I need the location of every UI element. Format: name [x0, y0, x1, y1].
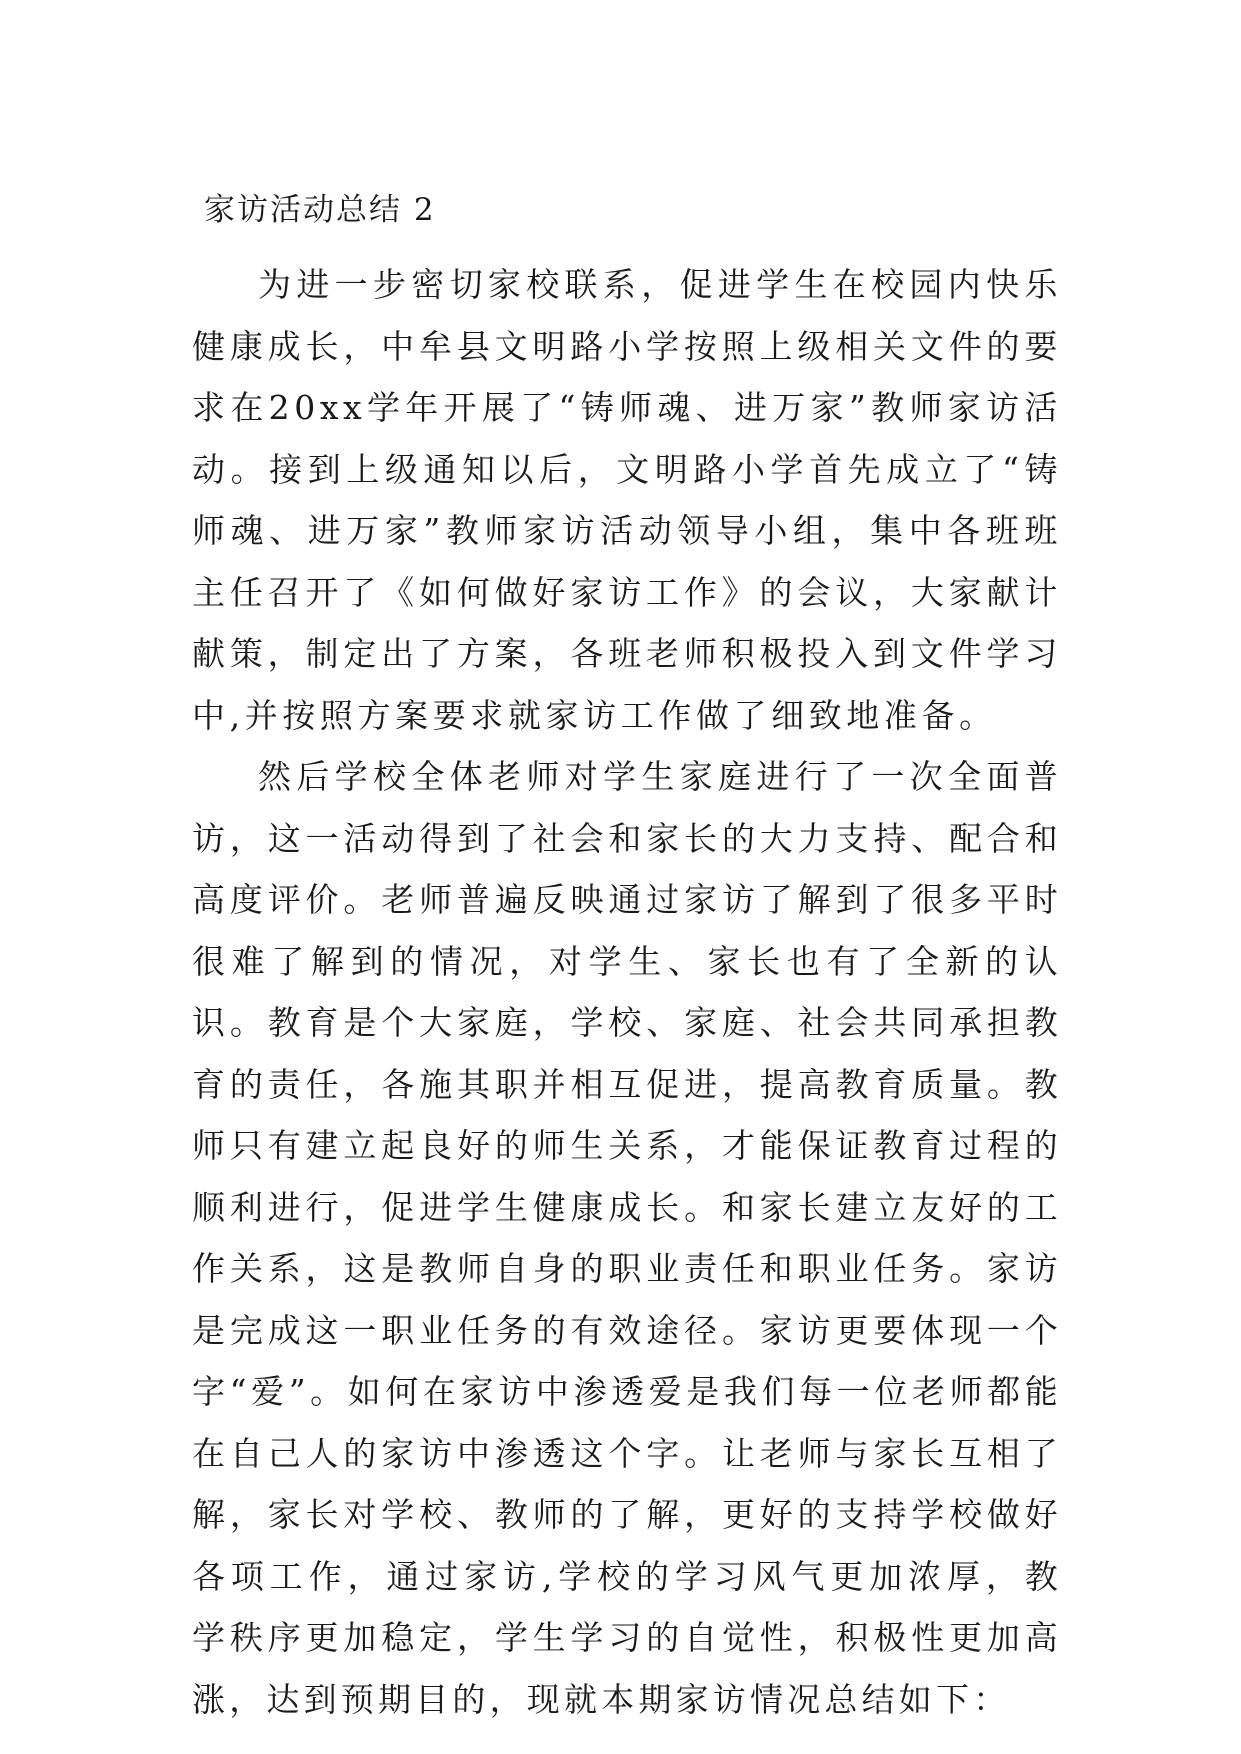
- document-body: [192, 254, 1062, 1730]
- paragraph-2: 然后学校全体老师对学生家庭进行了一次全面普访，这一活动得到了社会和家长的大力支持、配合和高度评价。老师普遍反映通过家访了解到了很多平时很难了解到的情况，对学生、家长也有了全新的认识。教育是个大家庭，学校、家庭、社会共同承担教育的责任，各施其职并相互促进，提高教育质量。教师只有建立起良好的师生关系，才能保证教育过程的顺利进行，促进学生健康成长。和家长建立友好的工作关系，这是教师自身的职业责任和职业任务。家访是完成这一职业任务的有效途径。家访更要体现一个字“爱”。如何在家访中渗透爱是我们每一位老师都能在自己人的家访中渗透这个字。让老师与家长互相了解，家长对学校、教师的了解，更好的支持学校做好各项工作，通过家访,学校的学习风气更加浓厚，教学秩序更加稳定，学生学习的自觉性，积极性更加高涨，达到预期目的，现就本期家访情况总结如下：: [192, 757, 1062, 1719]
- paragraph-1: 为进一步密切家校联系，促进学生在校园内快乐健康成长，中牟县文明路小学按照上级相关文件的要求在20xx学年开展了“铸师魂、进万家”教师家访活动。接到上级通知以后，文明路小学首先成立了“铸师魂、进万家”教师家访活动领导小组，集中各班班主任召开了《如何做好家访工作》的会议，大家献计献策，制定出了方案，各班老师积极投入到文件学习中,并按照方案要求就家访工作做了细致地准备。: [192, 265, 1062, 735]
- document-title: 家访活动总结 2: [204, 192, 436, 228]
